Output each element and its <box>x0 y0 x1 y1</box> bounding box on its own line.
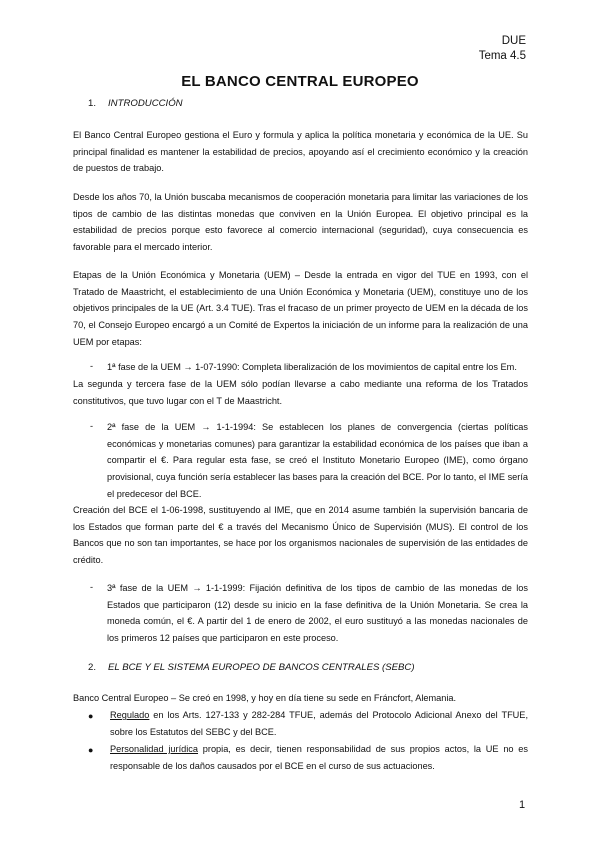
dash-marker: - <box>90 361 94 371</box>
bullet-text: propia, es decir, tienen responsabilidad de sus propios actos, la UE no es responsable de los daños causados por el BCE en el curso de sus actuaciones. <box>110 744 528 771</box>
phase-3-item: 3ª fase de la UEM → 1-1-1999: Fijación definitiva de los tipos de cambio de las monedas de los Estados que participaron (12) desde su inicio en la fase definitiva de la Unión Monetaria. Se crea la moneda común, el €. A partir del 1 de enero de 2002, el euro sustituyó a las monedas nacionales de los primeros 12 países que participaron en este proceso. <box>107 583 528 644</box>
paragraph-stages: Etapas de la Unión Económica y Monetaria (UEM) – Desde la entrada en vigor del TUE en 1993, con el Tratado de Maastricht, el establecimiento de una Unión Económica y Monetaria (UEM), constituye uno de los objetivos principales de la UE (Art. 3.4 TUE). Tras el fracaso de un primer proyecto de UEM en la década de los 70, el Consejo Europeo encargó a un Comité de Expertos la iniciación de un informe para la realización de una UEM por etapas: <box>73 270 528 347</box>
bullet-text: en los Arts. 127-133 y 282-284 TFUE, además del Protocolo Adicional Anexo del TFUE, sobre los Estatutos del SEBC y del BCE. <box>110 710 528 737</box>
section-number: 2. <box>88 662 97 673</box>
paragraph-phase-reform: La segunda y tercera fase de la UEM sólo podían llevarse a cabo mediante una reforma de los Tratados constitutivos, que tuvo lugar con el T de Maastricht. <box>73 379 528 406</box>
header-topic: Tema 4.5 <box>478 50 526 62</box>
header-course: DUE <box>501 35 526 47</box>
bullet-dot: ● <box>88 745 94 755</box>
section-number: 1. <box>88 98 97 109</box>
paragraph-cooperation: Desde los años 70, la Unión buscaba mecanismos de cooperación monetaria para limitar las variaciones de los tipos de cambio de las distintas monedas que conviven en la Unión Europea. El objetivo principal es la estabilidad de precios porque esto favorece al comercio internacional (seguridad), cuya consecuencia es favorable para el mercado interior. <box>73 192 528 253</box>
bullet-dot: ● <box>88 711 94 721</box>
section-heading-1 <box>88 98 183 109</box>
dash-marker: - <box>90 421 94 431</box>
phase-1-item: 1ª fase de la UEM → 1-07-1990: Completa liberalización de los movimientos de capital entre los Em. <box>107 362 517 372</box>
document-title: EL BANCO CENTRAL EUROPEO <box>181 73 419 90</box>
bullet-item-regulado <box>110 707 528 740</box>
section-title: EL BCE Y EL SISTEMA EUROPEO DE BANCOS CENTRALES (SEBC) <box>108 662 415 673</box>
section-title: INTRODUCCIÓN <box>108 98 183 109</box>
bullet-term: Regulado <box>110 710 150 720</box>
dash-marker: - <box>90 582 94 592</box>
phase-2-item: 2ª fase de la UEM → 1-1-1994: Se establecen los planes de convergencia (ciertas políticas económicas y monetarias comunes) para garantizar la estabilidad económica de los países que iban a compartir el €. Para regular esta fase, se creó el Instituto Monetario Europeo (IME), como órgano provisional, cuya función sería establecer las bases para la creación del BCE. Por lo tanto, el IME sería el predecesor del BCE. <box>107 422 528 499</box>
paragraph-ecb-creation: Creación del BCE el 1-06-1998, sustituyendo al IME, que en 2014 asume también la supervisión bancaria de los Estados que forman parte del € a través del Mecanismo Único de Supervisión (MUS). El control de los Bancos que no son tan importantes, se hace por los organismos nacionales de supervisión de las entidades de crédito. <box>73 505 528 566</box>
paragraph-ecb-seat: Banco Central Europeo – Se creó en 1998, y hoy en día tiene su sede en Fráncfort, Alemania. <box>73 693 457 703</box>
bullet-item-personalidad <box>110 741 528 774</box>
bullet-term: Personalidad jurídica <box>110 744 199 754</box>
page-number: 1 <box>519 799 526 811</box>
section-heading-2 <box>88 662 415 673</box>
page-header <box>479 34 526 64</box>
paragraph-intro: El Banco Central Europeo gestiona el Euro y formula y aplica la política monetaria y económica de la UE. Su principal finalidad es mantener la estabilidad de precios, apoyando así el crecimiento económico y la creación de puestos de trabajo. <box>73 130 528 174</box>
